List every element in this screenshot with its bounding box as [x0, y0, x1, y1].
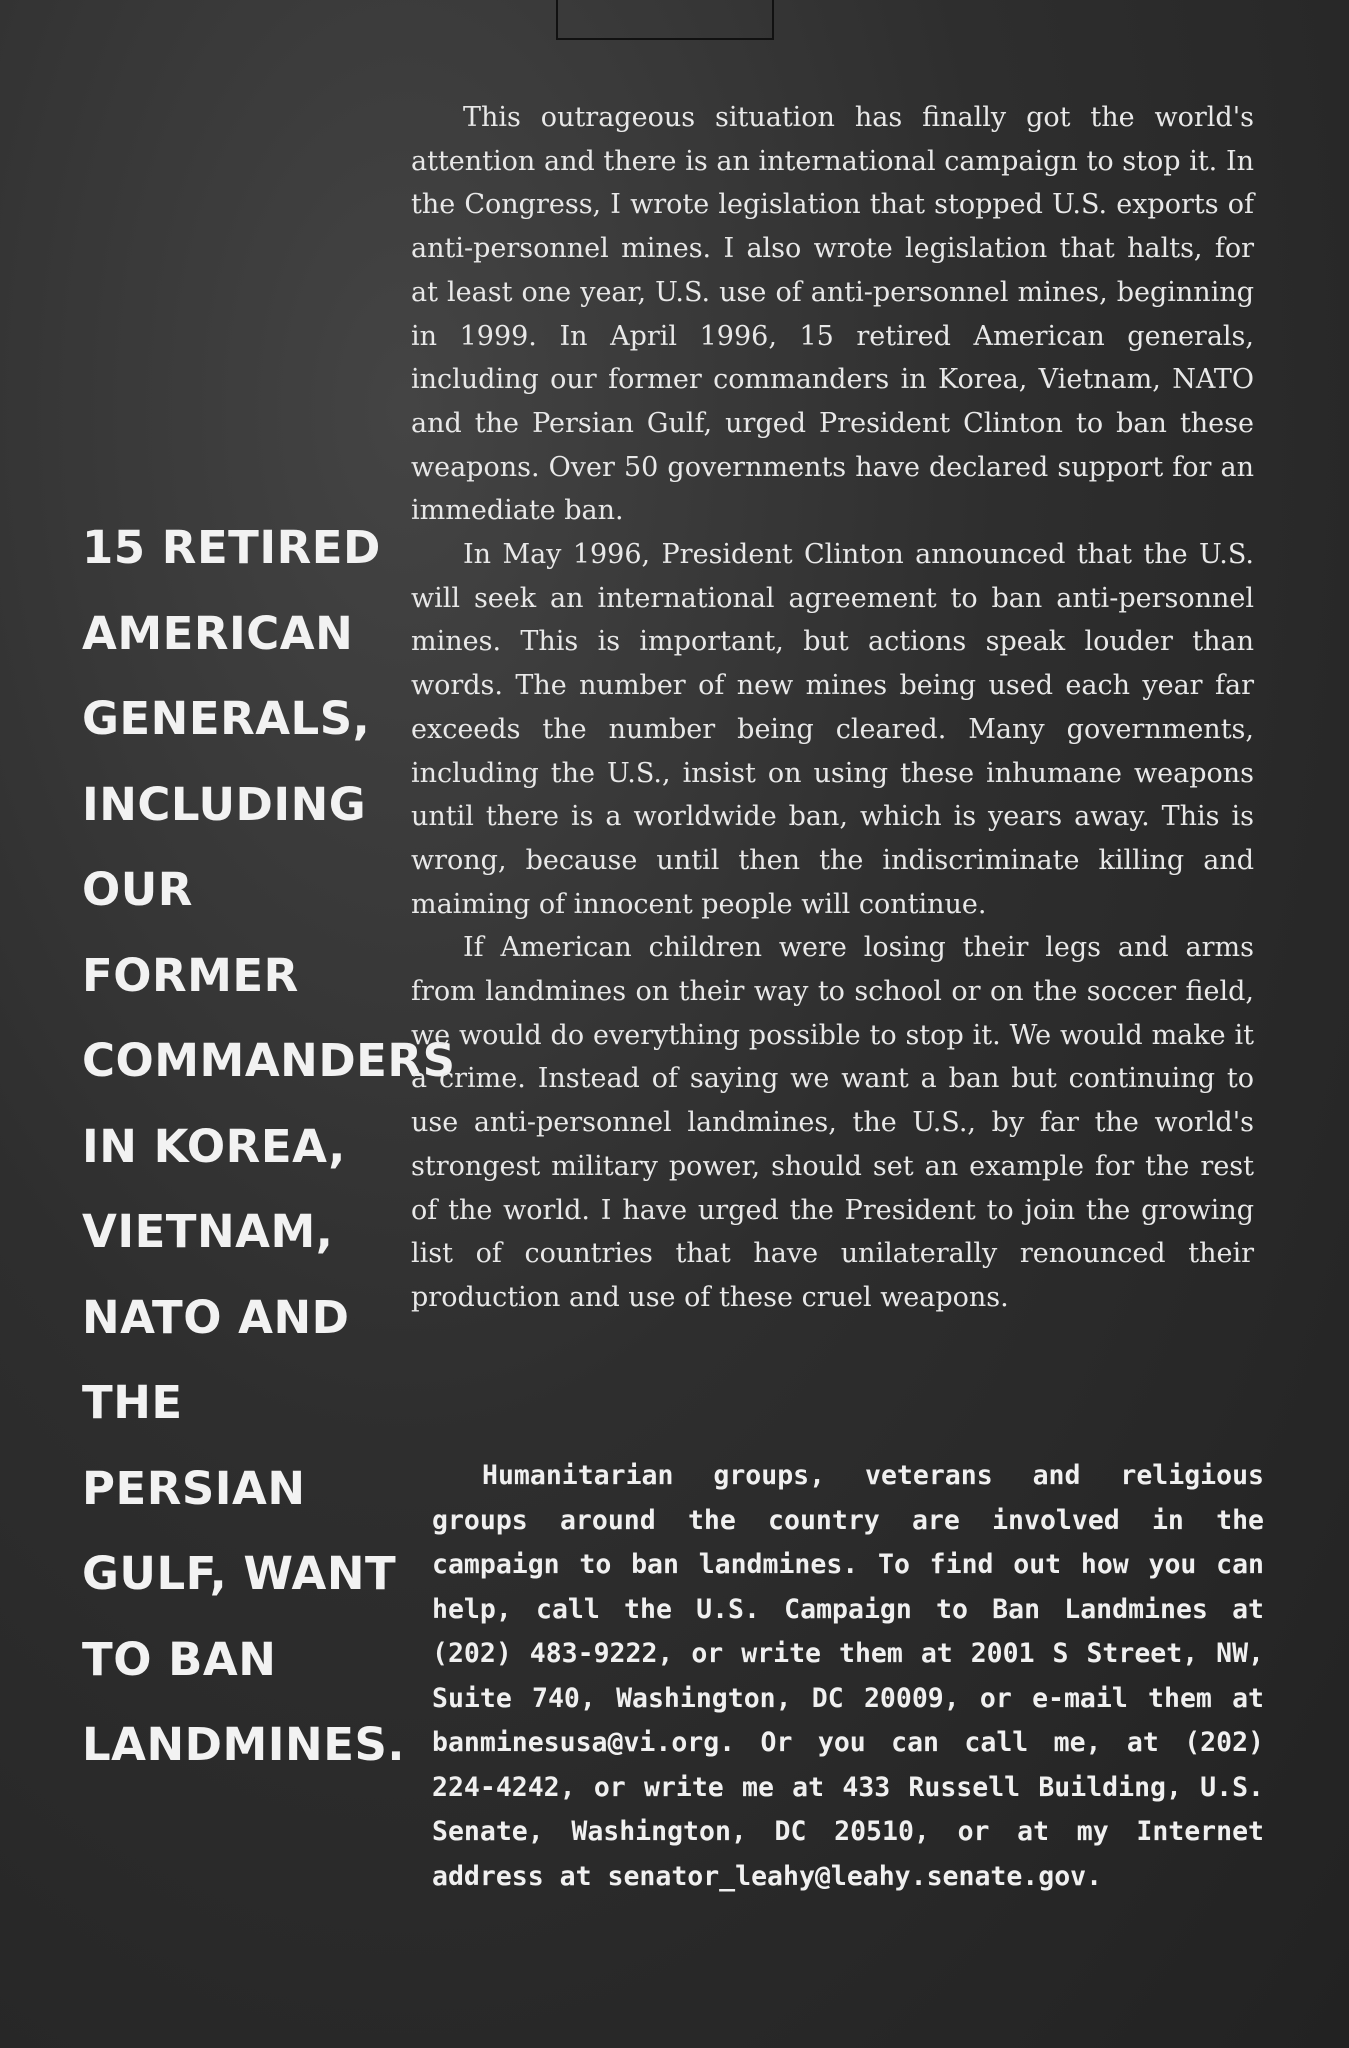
contact-paragraph: Humanitarian groups, veterans and religious groups around the country are involved in the campaign to ban landmines. To find out how you can help, call the U.S. Campaign to Ban Landmines at (202) 483-9222, or write them at 2001 S Street, NW, Suite 740, Washington, DC 20009, or e-mail them at banminesusa@vi.org. Or you can call me, at (202) 224-4242, or write me at 433 Russell Building, U.S. Senate, Washington, DC 20510, or at my Internet address at senator_leahy@leahy.senate.gov. [432, 1460, 1264, 1892]
sidebar-heading: 15 RETIRED AMERICAN GENERALS, INCLUDING OUR FORMER COMMANDERS IN KOREA, VIETNAM, NATO AND THE PERSIAN GULF, WANT TO BAN LANDMINES. [82, 521, 456, 1771]
body-paragraph: In May 1996, President Clinton announced that the U.S. will seek an international agreement to ban anti-personnel mines. This is important, but actions speak louder than words. The number of new mines being used each year far exceeds the number being cleared. Many governments, including the U.S., insist on using these inhumane weapons until there is a worldwide ban, which is years away. This is wrong, because until then the indiscriminate killing and maiming of innocent people will continue. [411, 539, 1254, 920]
body-paragraph: If American children were losing their legs and arms from landmines on their way to school or on the soccer field, we would do everything possible to stop it. We would make it a crime. Instead of saying we want a ban but continuing to use anti-personnel landmines, the U.S., by far the world's strongest military power, should set an example for the rest of the world. I have urged the President to join the growing list of countries that have unilaterally renounced their production and use of these cruel weapons. [411, 932, 1254, 1313]
top-tab-outline [556, 0, 774, 40]
body-text [411, 96, 1254, 1320]
body-paragraph: This outrageous situation has finally got the world's attention and there is an international campaign to stop it. In the Congress, I wrote legislation that stopped U.S. exports of anti-personnel mines. I also wrote legislation that halts, for at least one year, U.S. use of anti-personnel mines, beginning in 1999. In April 1996, 15 retired American generals, including our former commanders in Korea, Vietnam, NATO and the Persian Gulf, urged President Clinton to ban these weapons. Over 50 governments have declared support for an immediate ban. [411, 102, 1254, 527]
